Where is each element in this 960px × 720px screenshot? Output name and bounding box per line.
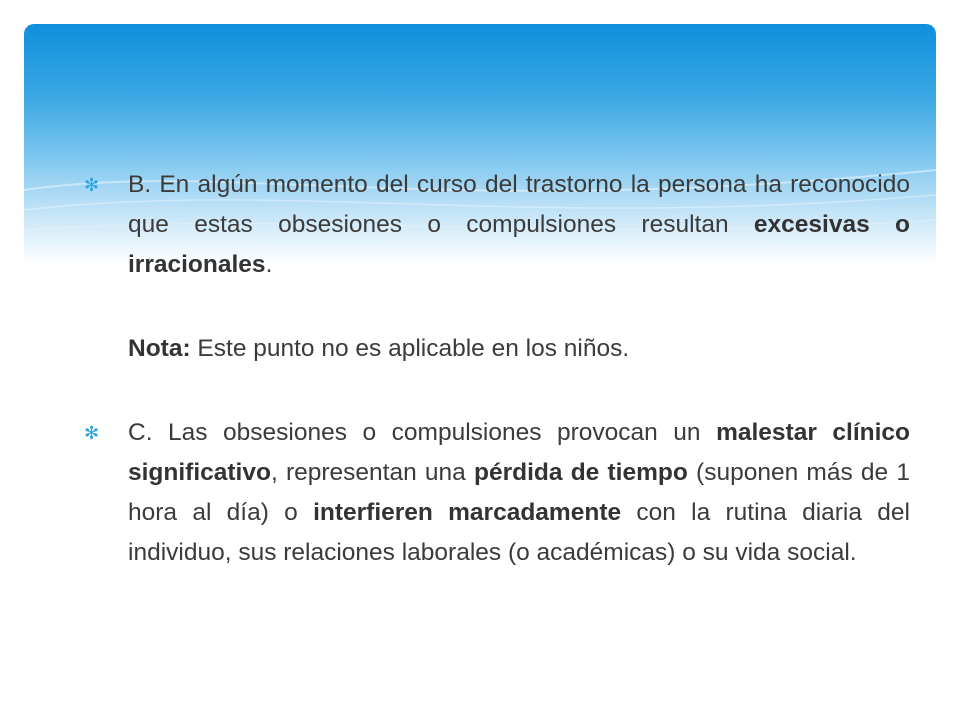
item-c-bold-1: malestar clínico significativo (128, 419, 911, 486)
item-c-text-4: con la rutina diaria del individuo, sus relaciones laborales (o académicas) o su vida social. (128, 499, 910, 566)
list-item-c (84, 413, 910, 573)
slide-content (84, 165, 910, 573)
item-c-bold-3: interfieren marcadamente (313, 499, 622, 526)
item-c-text-3: (suponen más de 1 hora al día) o (128, 459, 910, 526)
asterisk-bullet-icon: ✻ (84, 175, 100, 195)
item-b-text-1: B. En algún momento del curso del trastorno la persona ha reconocido que estas obsesiones o compulsiones resultan (128, 171, 910, 238)
note-paragraph (84, 329, 910, 369)
item-c-bold-2: pérdida de tiempo (474, 459, 688, 486)
item-b-bold-1: excesivas o irracionales (128, 211, 911, 278)
list-item-b (84, 165, 910, 285)
note-text: Este punto no es aplicable en los niños. (190, 335, 630, 362)
item-c-text-2: , representan una (270, 459, 475, 486)
item-b-text-2: . (265, 251, 273, 278)
note-label: Nota: (128, 335, 191, 362)
asterisk-bullet-icon: ✻ (84, 423, 100, 443)
item-c-text-1: C. Las obsesiones o compulsiones provocan un (128, 419, 717, 446)
